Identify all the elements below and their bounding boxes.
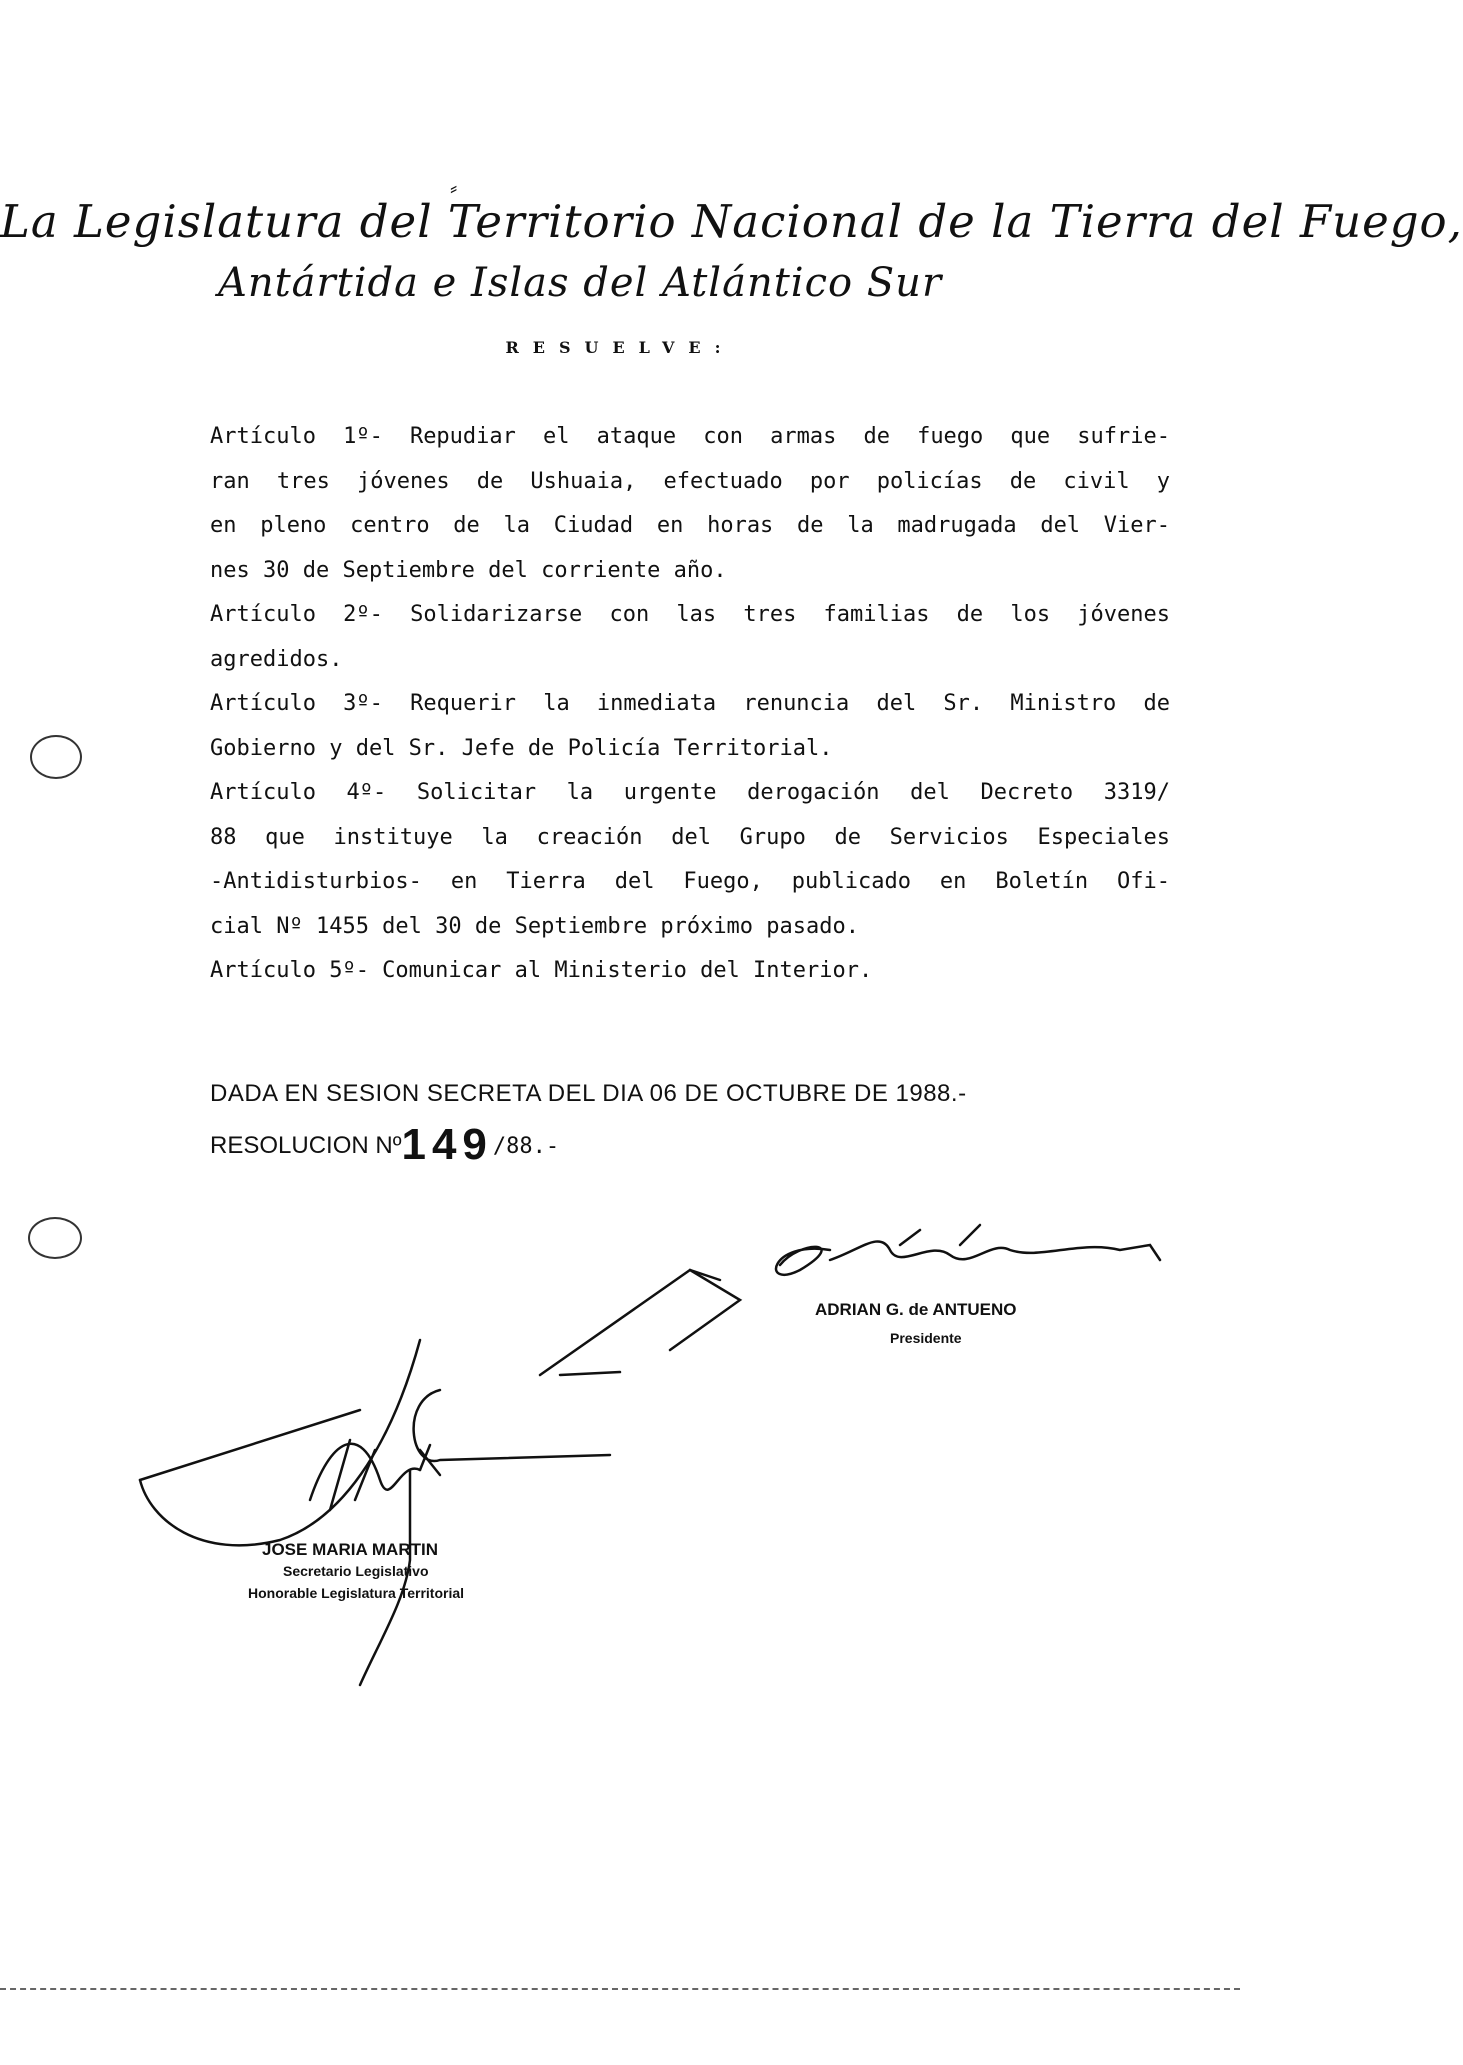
president-name: ADRIAN G. de ANTUENO xyxy=(815,1300,1017,1319)
article-line: Artículo 1º- Repudiar el ataque con armas de fuego que sufrie- xyxy=(210,424,1170,449)
secretary-name: JOSE MARIA MARTIN xyxy=(262,1540,438,1559)
resolution-number: 149 xyxy=(401,1120,493,1169)
article-line: ran tres jóvenes de Ushuaia, efectuado por policías de civil y xyxy=(210,468,1170,494)
secretary-role: Secretario Legislativo xyxy=(283,1563,429,1579)
scan-edge-rule xyxy=(0,1988,1240,1990)
article-line: cial Nº 1455 del 30 de Septiembre próximo pasado. xyxy=(210,913,860,939)
resolution-label: RESOLUCION Nº xyxy=(210,1132,402,1159)
article-line: Artículo 4º- Solicitar la urgente derogación del Decreto 3319/ xyxy=(210,780,1170,805)
secretary-signature xyxy=(140,1340,610,1685)
article-line: agredidos. xyxy=(210,646,343,672)
article-line: 88 que instituye la creación del Grupo de Servicios Especiales xyxy=(210,824,1170,850)
session-date: DADA EN SESION SECRETA DEL DIA 06 DE OCTUBRE DE 1988.- xyxy=(210,1080,967,1107)
president-role: Presidente xyxy=(890,1330,962,1346)
article-line: Artículo 5º- Comunicar al Ministerio del Interior. xyxy=(210,958,873,983)
article-line: nes 30 de Septiembre del corriente año. xyxy=(210,557,727,583)
article-line: -Antidisturbios- en Tierra del Fuego, publicado en Boletín Ofi- xyxy=(210,869,1170,894)
article-line: en pleno centro de la Ciudad en horas de la madrugada del Vier- xyxy=(210,513,1170,538)
resolution-year: /88.- xyxy=(492,1134,560,1159)
article-line: Artículo 2º- Solidarizarse con las tres familias de los jóvenes xyxy=(210,602,1170,627)
header-line-2: Antártida e Islas del Atlántico Sur xyxy=(217,260,943,306)
secretary-org: Honorable Legislatura Territorial xyxy=(248,1585,465,1601)
pen-mark: ⸗ xyxy=(450,176,458,201)
article-line: Gobierno y del Sr. Jefe de Policía Territorial. xyxy=(210,735,833,761)
article-line: Artículo 3º- Requerir la inmediata renuncia del Sr. Ministro de xyxy=(210,691,1170,716)
header-line-1: La Legislatura del Territorio Nacional de la Tierra del Fuego, xyxy=(0,195,1463,248)
resuelve-heading: RESUELVE: xyxy=(505,338,735,357)
